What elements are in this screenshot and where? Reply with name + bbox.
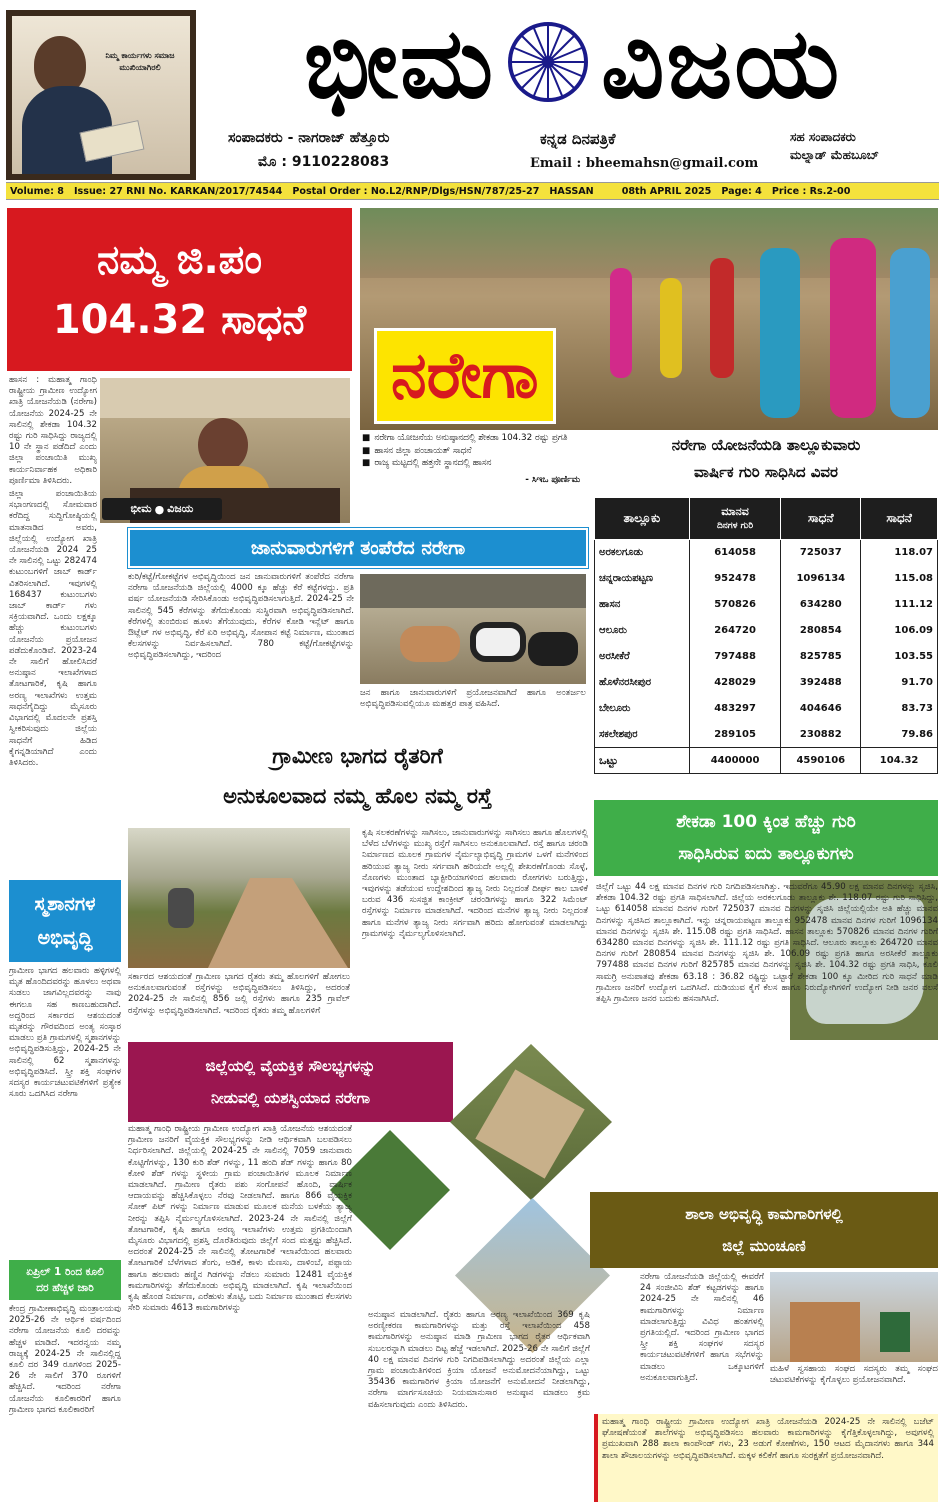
page-number: Page: 4 [721,185,762,197]
percent-cell: 83.73 [861,696,938,722]
cattle-body: ಕುರಿ/ಕಟ್ಟೆ/ಗೋಕಟ್ಟೆಗಳ ಅಭಿವೃದ್ಧಿಯಿಂದ ಜನ ಜಾನುವಾರುಗಳಿಗೆ ತಂಪೆರೆದ ನರೇಗಾ ನರೇಗಾ ಯೋಜನೆಯಡಿ ಜಿಲ್ಲೆಯಲ್ಲಿ 4000 ಕ್ಕೂ ಹೆಚ್ಚು ಕೆರೆ ಕಟ್ಟೆಗಳದ್ದು. ಪ್ರತಿ ವರ್ಷ ಯೋಜನೆಯಡಿ ಸೇರಿಸಿಕೊಂಡು ಅಭಿವೃದ್ಧಿಪಡಿಸಲಾಗುತ್ತಿದೆ. 2024-25 ನೇ ಸಾಲಿನಲ್ಲಿ 545 ಕೆರೆಗಳನ್ನು ತೆಗೆದುಕೊಂಡು ಸುಸ್ಥಿರವಾಗಿ ಅಭಿವೃದ್ಧಿಪಡಿಸಲಾಗಿದೆ. ಕೆರೆಗಳಲ್ಲಿ ತುಂಬಿರುವ ಹೂಳು ತೆಗೆಯುವುದು, ಕೆರೆಗಳ ಕೋಡಿ ಇನ್ಲೆಟ್ ಹಾಗೂ ಔಟ್ಲೆಟ್ ಗಳ ಅಭಿವೃದ್ಧಿ, ಕೆರೆ ಏರಿ ಅಭಿವೃದ್ಧಿ, ಸೋಪಾನ ಕಟ್ಟೆ ನಿರ್ಮಾಣ, ಮುಂತಾದ ಕೆಲಸಗಳನ್ನು ನಿರ್ವಹಿಸಲಾಗಿದೆ. 780 ಕಟ್ಟೆ/ಗೋಕಟ್ಟೆಗಳನ್ನು ಅಭಿವೃದ್ಧಿಪಡಿಸಲಾಗಿದ್ದು, ಇದರಿಂದ [128,572,354,661]
taluk-name-cell: ಬೇಲೂರು [595,696,690,722]
percent-cell: 115.08 [861,566,938,592]
target-cell: 952478 [689,566,781,592]
target-cell: 264720 [689,618,781,644]
achieve-cell: 1096134 [781,566,861,592]
target-cell: 289105 [689,722,781,748]
school-headline: ಶಾಲಾ ಅಭಿವೃದ್ಧಿ ಕಾಮಗಾರಿಗಳಲ್ಲಿ ಜಿಲ್ಲೆ ಮುಂಚೂಣಿ [590,1192,938,1268]
total-percent: 104.32 [861,748,938,774]
co-editor-label: ಸಹ ಸಂಪಾದಕರು [790,130,856,144]
school-caption: ಮಹಿಳೆ ಸ್ವಸಹಾಯ ಸಂಘದ ಸದಸ್ಯರು ತಮ್ಮ ಸಂಘದ ಚಟುವಟಿಕೆಗಳನ್ನು ಕೈಗೊಳ್ಳಲು ಪ್ರಯೋಜನವಾಗಿದೆ. [770,1364,938,1386]
title-right: ವಿಜಯ [601,7,842,121]
school-body: ನರೇಗಾ ಯೋಜನೆಯಡಿ ಜಿಲ್ಲೆಯಲ್ಲಿ ಈವರೆಗೆ 24 ಸಂಜೀವಿನಿ ಶೆಡ್ ಕಟ್ಟಡಗಳನ್ನು ಹಾಗೂ 2024-25 ನೇ ಸಾಲಿನಲ್ಲಿ 46 ಕಾಮಗಾರಿಗಳನ್ನು ನಿರ್ಮಾಣ ಮಾಡಲಾಗುತ್ತಿದ್ದು ವಿವಿಧ ಹಂತಗಳಲ್ಲಿ ಪ್ರಗತಿಯಲ್ಲಿದೆ. ಇದರಿಂದ ಗ್ರಾಮೀಣ ಭಾಗದ ಸ್ತ್ರೀ ಶಕ್ತಿ ಸಂಘಗಳ ಸದಸ್ಯರ ಕಾರ್ಯಚಟುವಟಿಕೆಗಳಿಗೆ ಹಾಗೂ ಸಭೆಗಳನ್ನು ಮಾಡಲು ಒಕ್ಕೂಟಗಳಿಗೆ ಅನುಕೂಲವಾಗುತ್ತಿದೆ. [640,1272,764,1383]
table-row [595,722,938,748]
price: Price : Rs.2-00 [771,185,851,197]
narega-photo [360,208,938,430]
taluk-name-cell: ಹೊಳೆನರಸೀಪುರ [595,670,690,696]
cattle-caption: ಜನ ಹಾಗೂ ಜಾನುವಾರುಗಳಿಗೆ ಪ್ರಯೋಜನವಾಗಿದೆ ಹಾಗೂ ಅಂತರ್ಜಲ ಅಭಿವೃದ್ಧಿಪಡಿಸುವಲ್ಲಿಯೂ ಮಹತ್ತರ ಪಾತ್ರ ವಹಿಸಿದೆ. [360,688,586,710]
target-cell: 614058 [689,540,781,566]
taluk-name-cell: ಚನ್ನರಾಯಪಟ್ಟಣ [595,566,690,592]
lead-body-para1: ಹಾಸನ : ಮಹಾತ್ಮ ಗಾಂಧಿ ರಾಷ್ಟ್ರೀಯ ಗ್ರಾಮೀಣ ಉದ್ಯೋಗ ಖಾತ್ರಿ ಯೋಜನೆಯಡಿ (ನರೇಗಾ) ಯೋಜನೆಯ 2024-25 ನೇ ಸಾಲಿನಲ್ಲಿ ಶೇಕಡಾ 104.32 ರಷ್ಟು ಗುರಿ ಸಾಧಿಸಿದ್ದು ರಾಜ್ಯದಲ್ಲಿ 10 ನೇ ಸ್ಥಾನ ಪಡೆದಿದೆ ಎಂದು ಜಿಲ್ಲಾ ಪಂಚಾಯಿತಿ ಮುಖ್ಯ ಕಾರ್ಯನಿರ್ವಾಹಕ ಅಧಿಕಾರಿ ಪೂರ್ಣಿಮಾ ತಿಳಿಸಿದರು. [9,375,97,486]
table-row [595,540,938,566]
city: HASSAN [549,185,594,197]
percent-cell: 111.12 [861,592,938,618]
percent-body: ಜಿಲ್ಲೆಗೆ ಒಟ್ಟು 44 ಲಕ್ಷ ಮಾನವ ದಿನಗಳ ಗುರಿ ನಿಗದಿಪಡಿಸಲಾಗಿತ್ತು. ಇದುವರೆಗೂ 45.90 ಲಕ್ಷ ಮಾನವ ದಿನಗಳನ್ನು ಸೃಜಿಸಿ, ಶೇಕಡಾ 104.32 ರಷ್ಟು ಪ್ರಗತಿ ಸಾಧಿಸಲಾಗಿದೆ. ಜಿಲ್ಲೆಯ ಅರಕಲಗೂಡು ತಾಲ್ಲೂಕು ಶೇ. 118.07 ರಷ್ಟು ಗುರಿ ಸಾಧಿಸಿದ್ದು, ಒಟ್ಟು 614058 ಮಾನವ ದಿನಗಳ ಗುರಿಗೆ 725037 ಮಾನವ ದಿನಗಳನ್ನು ಸೃಜಿಸಿ ಜಿಲ್ಲೆಯಲ್ಲಿಯೇ ಅತಿ ಹೆಚ್ಚು ಮಾನವ ದಿನಗಳನ್ನು ಸೃಜಿಸಿದ ತಾಲ್ಲೂಕಾಗಿದೆ. ಇನ್ನು ಚನ್ನರಾಯಪಟ್ಟಣ ತಾಲ್ಲೂಕು 952478 ಮಾನವ ದಿನಗಳ ಗುರಿಗೆ 1096134 ಮಾನವ ದಿನಗಳನ್ನು ಸೃಜಿಸಿ ಶೇ. 115.08 ರಷ್ಟು ಪ್ರಗತಿ ಸಾಧಿಸಿದೆ. ಹಾಸನ ತಾಲ್ಲೂಕು 570826 ಮಾನವ ದಿನಗಳ ಗುರಿಗೆ 634280 ಮಾನವ ದಿನಗಳನ್ನು ಸೃಜಿಸಿ ಶೇ. 111.12 ರಷ್ಟು ಪ್ರಗತಿ ಸಾಧಿಸಿದೆ. ಆಲೂರು ತಾಲ್ಲೂಕು 264720 ಮಾನವ ದಿನಗಳ ಗುರಿಗೆ 280854 ಮಾನವ ದಿನಗಳನ್ನು ಸೃಜಿಸಿ ಶೇ. 106.09 ರಷ್ಟು ಪ್ರಗತಿ ಹಾಗೂ ಅರಸೀಕೆರೆ ತಾಲ್ಲೂಕು 797488 ಮಾನವ ದಿನಗಳ ಗುರಿಗೆ 825785 ಮಾನವ ದಿನಗಳನ್ನು ಸೃಜಿಸಿ ಶೇ. 104.32 ರಷ್ಟು ಪ್ರಗತಿ ಸಾಧಿಸಿ, ಕೂಲಿ ಸಾಮಗ್ರಿ ಅನುಪಾತವು ಶೇಕಡಾ 63.18 : 36.82 ರಷ್ಟಿದ್ದು ಒಟ್ಟಾರೆ ಶೇಕಡಾ 100 ಕ್ಕೂ ಮೀರಿದ ಗುರಿ ಸಾಧನೆ ಮಾಡಿ ಗ್ರಾಮೀಣ ಜನರಿಗೆ ಉದ್ಯೋಗ ಒದಗಿಸಿದೆ. ದುಡಿಯುವ ಕೈಗೆ ಕೆಲಸ ಹಾಗೂ ನಿರುದ್ಯೋಗಿಗಳಿಗೆ ಉದ್ಯೋಗ ನೀಡಿ ಜನರ ವಲಸೆ ತಪ್ಪಿಸಿ ಗ್ರಾಮೀಣ ಜನರ ಬದುಕು ಹಸನಾಗಿಸಿದೆ. [596,882,938,1005]
title-left: ಭೀಮ [303,7,496,121]
percent-cell: 79.86 [861,722,938,748]
cattle-photo [360,574,586,684]
photo-logo: ಭೀಮ ● ವಿಜಯ [102,498,222,520]
email: Email : bheemahsn@gmail.com [530,156,759,171]
achieve-cell: 404646 [781,696,861,722]
total-target: 4400000 [689,748,781,774]
percent-cell: 91.70 [861,670,938,696]
wage-body: ಕೇಂದ್ರ ಗ್ರಾಮೀಣಾಭಿವೃದ್ಧಿ ಮಂತ್ರಾಲಯವು 2025-26 ನೇ ಆರ್ಥಿಕ ವರ್ಷದಿಂದ ನರೇಗಾ ಯೋಜನೆಯ ಕೂಲಿ ದರವನ್ನು ಹೆಚ್ಚಳ ಮಾಡಿದೆ. ಇದರನ್ವಯ ನಮ್ಮ ರಾಜ್ಯಕ್ಕೆ 2024-25 ನೇ ಸಾಲಿನಲ್ಲಿದ್ದ ಕೂಲಿ ದರ 349 ರೂಗಳಿಂದ 2025-26 ನೇ ಸಾಲಿಗೆ 370 ರೂಗಳಿಗೆ ಹೆಚ್ಚಿಸಿದೆ. ಇದರಿಂದ ನರೇಗಾ ಯೋಜನೆಯ ಕೂಲಿಕಾರರಿಗೆ ಹಾಗೂ ಗ್ರಾಮೀಣ ಭಾಗದ ಕೂಲಿಕಾರರಿಗೆ [9,1304,121,1415]
taluk-name-cell: ಅರಕಲಗೂಡು [595,540,690,566]
taluk-table-title: ನರೇಗಾ ಯೋಜನೆಯಡಿ ತಾಲ್ಲೂಕುವಾರು ವಾರ್ಷಿಕ ಗುರಿ ಸಾಧಿಸಿದ ವಿವರ [671,436,861,481]
narega-bullet-3: ■ ರಾಜ್ಯ ಮಟ್ಟದಲ್ಲಿ ಹತ್ತನೇ ಸ್ಥಾನದಲ್ಲಿ ಹಾಸನ [362,458,492,468]
achieve-cell: 280854 [781,618,861,644]
ceo-photo [100,378,350,523]
cattle-headline: ಜಾನುವಾರುಗಳಿಗೆ ತಂಪೆರೆದ ನರೇಗಾ [128,528,588,568]
bullet-icon: ■ [362,458,371,468]
bullet-icon: ■ [362,433,371,443]
target-cell: 428029 [689,670,781,696]
percent-cell: 106.09 [861,618,938,644]
personal-headline: ಜಿಲ್ಲೆಯಲ್ಲಿ ವೈಯಕ್ತಿಕ ಸೌಲಭ್ಯಗಳನ್ನು ನೀಡುವಲ್ಲಿ ಯಶಸ್ವಿಯಾದ ನರೇಗಾ [128,1042,453,1122]
th-taluk: ತಾಲ್ಲೂಕು [595,498,690,540]
narega-bullet-1: ■ ನರೇಗಾ ಯೋಜನೆಯ ಅನುಷ್ಠಾನದಲ್ಲಿ ಶೇಕಡಾ 104.32 ರಷ್ಟು ಪ್ರಗತಿ [362,433,568,443]
playground-photo-top [450,1044,612,1200]
achieve-cell: 392488 [781,670,861,696]
school-photo [770,1272,938,1362]
taluk-name-cell: ಹಾಸನ [595,592,690,618]
table-row [595,618,938,644]
percent-cell: 118.07 [861,540,938,566]
taluk-name-cell: ಸಕಲೇಶಪುರ [595,722,690,748]
issue: Issue: 27 RNI No. KARKAN/2017/74544 [73,185,283,197]
narega-byline: - ಸಿಇಒ ಪೂರ್ಣಿಮ [525,474,580,485]
road-photo [128,828,350,968]
target-cell: 797488 [689,644,781,670]
taluk-name-cell: ಆಲೂರು [595,618,690,644]
ambedkar-portrait [6,10,196,180]
th-percent: ಸಾಧನೆ [861,498,938,540]
table-row [595,566,938,592]
postal: Postal Order : No.L2/RNP/Dlgs/HSN/787/25-27 [292,185,540,197]
roads-body-bottom: ಸರ್ಕಾರದ ಆಶಯದಂತೆ ಗ್ರಾಮೀಣ ಭಾಗದ ರೈತರು ತಮ್ಮ ಹೊಲಗಳಿಗೆ ಹೋಗಲು ಅನುಕೂಲವಾಗುವಂತೆ ರಸ್ತೆಗಳನ್ನು ಅಭಿವೃದ್ಧಿಪಡಿಸಲು ತಿಳಿಸಿದ್ದು, ಅದರಂತೆ 2024-25 ನೇ ಸಾಲಿನಲ್ಲಿ 856 ಜಲ್ಲಿ ರಸ್ತೆಗಳು ಹಾಗೂ 235 ಗ್ರಾವೆಲ್ ರಸ್ತೆಗಳನ್ನು ಅಭಿವೃದ್ಧಿಪಡಿಸಲಾಗಿದೆ. ಇದರಿಂದ ರೈತರು ತಮ್ಮ ಹೊಲಗಳಿಗೆ [128,972,350,1016]
phone: ಮೊ : 9110228083 [258,154,390,170]
achieve-cell: 725037 [781,540,861,566]
co-editor: ಮಲ್ನಾಡ್ ಮೆಹಬೂಬ್ [790,148,879,162]
roads-body-right: ಕೃಷಿ ಸಲಕರಣೆಗಳನ್ನು ಸಾಗಿಸಲು, ಜಾನುವಾರುಗಳನ್ನು ಸಾಗಿಸಲು ಹಾಗೂ ಹೊಲಗಳಲ್ಲಿ ಬೆಳೆದ ಬೆಳೆಗಳನ್ನು ಮುಖ್ಯ ರಸ್ತೆಗೆ ಸಾಗಿಸಲು ಅನುಕೂಲವಾಗಿದೆ. ರಸ್ತೆ ಹಾಗೂ ಚರಂಡಿ ನಿರ್ಮಾಣದ ಮೂಲಕ ಗ್ರಾಮಗಳ ನೈರ್ಮಲ್ಯಾಭಿವೃದ್ಧಿ ಗ್ರಾಮಗಳ ಒಳಗೆ ಮನೆಗಳಿಂದ ಹರಿಯುವ ತ್ಯಾಜ್ಯ ನೀರು ಸರ್ಗವಾಗಿ ಹರಿಯದೇ ಅಲ್ಲಲ್ಲಿ ಶೇಖರಣೆಗೊಂಡು ಸೊಳ್ಳೆ, ನೊಣಗಳು ಮುಂತಾದ ಬ್ಯಾಕ್ಟೀರಿಯಾಗಳಿಂದ ಹಲವಾರು ರೋಗಗಳು ಬರುತ್ತಿದ್ದು, ಇವುಗಳನ್ನು ತಡೆಯುವ ಉದ್ದೇಶದಿಂದ ತ್ಯಾಜ್ಯ ನೀರು ನಿಲ್ಲದಂತೆ ದೀರ್ಘ ಕಾಲ ಬಾಳಿಕೆ ಬರುವ 436 ಸುಸಜ್ಜಿತ ಕಾಂಕ್ರೀಟ್ ಚರಂಡಿಗಳನ್ನು ಹಾಗೂ 322 ಸಿಮೆಂಟ್ ರಸ್ತೆಗಳನ್ನು ನಿರ್ಮಾಣ ಮಾಡಲಾಗಿದೆ. ಇದರಿಂದ ಮನೆಗಳ ತ್ಯಾಜ್ಯ ನೀರು ನಿಲ್ಲದಂತೆ ಹಾಗೂ ಮನೆಗಳ ತ್ಯಾಜ್ಯ ನೀರು ಸರ್ಗವಾಗಿ ಹರಿದು ಹೋಗುವಂತೆ ಮಾಡಲಾಗಿದ್ದು ಗ್ರಾಮಗಳನ್ನು ನೈರ್ಮಲ್ಯಗೊಳಿಸಲಾಗಿದೆ. [362,828,588,939]
percent-cell: 103.55 [861,644,938,670]
bullet-icon: ■ [362,445,371,456]
paper-title [205,4,940,124]
paper-type: ಕನ್ನಡ ದಿನಪತ್ರಿಕೆ [540,130,616,148]
narega-bullets [362,432,590,522]
masthead [0,0,945,182]
total-achieve: 4590106 [781,748,861,774]
personal-body: ಮಹಾತ್ಮ ಗಾಂಧಿ ರಾಷ್ಟ್ರೀಯ ಗ್ರಾಮೀಣ ಉದ್ಯೋಗ ಖಾತ್ರಿ ಯೋಜನೆಯ ಆಶಯದಂತೆ ಗ್ರಾಮೀಣ ಜನರಿಗೆ ವೈಯಕ್ತಿಕ ಸೌಲಭ್ಯಗಳನ್ನು ನೀಡಿ ಆರ್ಥಿಕವಾಗಿ ಬಲಪಡಿಸಲು ನಿರ್ಧರಿಸಲಾಗಿದೆ. ಜಿಲ್ಲೆಯಲ್ಲಿ 2024-25 ನೇ ಸಾಲಿನಲ್ಲಿ 7059 ಜಾನುವಾರು ಕೊಟ್ಟಿಗೆಗಳನ್ನು, 130 ಕುರಿ ಶೆಡ್ ಗಳನ್ನು, 11 ಹಂದಿ ಶೆಡ್ ಗಳನ್ನು ಹಾಗೂ 80 ಕೋಳಿ ಶೆಡ್ ಗಳನ್ನು ಸ್ಥಳೀಯ ಗ್ರಾಮ ಪಂಚಾಯಿತಿಗಳ ಮೂಲಕ ನಿರ್ಮಾಣ ಮಾಡಲಾಗಿದೆ. ಗ್ರಾಮೀಣ ರೈತರು ಪಶು ಸಂಗೋಪನೆ ಹೊಂದಿ, ವಾರ್ಷಿಕ ಆದಾಯವನ್ನು ಹೆಚ್ಚಿಸಿಕೊಳ್ಳಲು ನೆರವು ನೀಡಲಾಗಿದೆ. ಹಾಗೂ 866 ವೈಯಕ್ತಿಕ ಸೋಕ್ ಪಿಟ್ ಗಳನ್ನು ನಿರ್ಮಾಣ ಮಾಡುವ ಮೂಲಕ ಮನೆಯ ಬಳಕೆಯ ತ್ಯಾಜ್ಯ ನೀರನ್ನು ತಪ್ಪಿಸಿ ನೈರ್ಮಲ್ಯಗೊಳಿಸಲಾಗಿದೆ. 2023-24 ನೇ ಸಾಲಿನಲ್ಲಿ ಜಿಲ್ಲೆಗೆ ತೋಟಗಾರಿಕೆ, ಕೃಷಿ ಹಾಗೂ ಅರಣ್ಯ ಇಲಾಖೆಗಳು ಉತ್ತಮ ಪ್ರಗತಿಯಿಂದಾಗಿ ಮೈಸೂರು ವಿಭಾಗದಲ್ಲಿ ಪ್ರಶಸ್ತಿ ದೊರೆತಿರುವುದು ಜಿಲ್ಲೆಗೆ ಸಂದ ಮತ್ತಷ್ಟು ಹೆಚ್ಚಿಸಿದೆ. ಅದರಂತೆ 2024-25 ನೇ ಸಾಲಿನಲ್ಲಿ ತೋಟಗಾರಿಕೆ ಇಲಾಖೆಯಿಂದ ಹಲವಾರು ತೋಟಗಾರಿಕೆ ಬೆಳೆಗಳಾದ ತೆಂಗು, ಅಡಿಕೆ, ಕಾಳು ಮೆಣಸು, ದಾಳಿಂಬೆ, ಪಪ್ಪಾಯ ಹಾಗೂ ಹಲವಾರು ಹಣ್ಣಿನ ಗಿಡಗಳನ್ನು ನೆಡಲು ಸುಮಾರು 12481 ವೈಯಕ್ತಿಕ ಕಾಮಗಾರಿಗಳನ್ನು ತೆಗೆದುಕೊಂಡು ಅಭಿವೃದ್ಧಿ ಮಾಡಲಾಗಿದೆ. ಕೃಷಿ ಇಲಾಖೆಯಿಂದ ಕೃಷಿ ಹೊಂಡ ನಿರ್ಮಾಣ, ಎರೆಹುಳು ತೊಟ್ಟಿ, ಬದು ನಿರ್ಮಾಣ ಮುಂತಾದ ಕೆಲಸಗಳು ಸೇರಿ ಸುಮಾರು 4613 ಕಾಮಗಾರಿಗಳನ್ನು [128,1124,352,1314]
lead-body [9,375,97,875]
lead-headline-line2: 104.32 ಸಾಧನೆ [52,296,307,343]
roads-headline: ಗ್ರಾಮೀಣ ಭಾಗದ ರೈತರಿಗೆ ಅನುಕೂಲವಾದ ನಮ್ಮ ಹೊಲ ನಮ್ಮ ರಸ್ತೆ [223,744,492,808]
th-achieve: ಸಾಧನೆ [781,498,861,540]
total-label: ಒಟ್ಟು [595,748,690,774]
target-cell: 483297 [689,696,781,722]
percent-headline: ಶೇಕಡಾ 100 ಕ್ಕಿಂತ ಹೆಚ್ಚು ಗುರಿ ಸಾಧಿಸಿರುವ ಐದು ತಾಲ್ಲೂಕುಗಳು [594,800,938,876]
lead-headline [7,208,352,371]
portrait-caption: ನಿಮ್ಮ ಕಾರ್ಯಗಳು ಸಮಾಜ ಮುಖಿಯಾಗಿರಲಿ [105,51,175,72]
cemetery-body: ಗ್ರಾಮೀಣ ಭಾಗದ ಹಲವಾರು ಹಳ್ಳಿಗಳಲ್ಲಿ ಮೃತ ಹೊಂದಿದವರನ್ನು ಹೂಳಲು ಅಥವಾ ಸುಡಲು ಜಾಗವಿಲ್ಲದವರನ್ನು ನಾವು ಈಗಲೂ ಸಹ ಕಾಣಬಹುದಾಗಿದೆ. ಅದ್ದರಿಂದ ಸರ್ಕಾರದ ಆಶಯದಂತೆ ಮೃತರನ್ನು ಗೌರವದಿಂದ ಅಂತ್ಯ ಸಂಸ್ಕಾರ ಮಾಡಲು ಪ್ರತಿ ಗ್ರಾಮಗಳಲ್ಲಿ ಸ್ಮಶಾನಗಳನ್ನು ಅಭಿವೃದ್ಧಿಪಡಿಸುತ್ತಿದ್ದು, 2024-25 ನೇ ಸಾಲಿನಲ್ಲಿ 62 ಸ್ಮಶಾನಗಳನ್ನು ಅಭಿವೃದ್ಧಿಪಡಿಸಿದೆ. ಸ್ತ್ರೀ ಶಕ್ತಿ ಸಂಘಗಳ ಸದಸ್ಯರ ಕಾರ್ಯಚಟುವಟಿಕೆಗಳಿಗೆ ಪ್ರತ್ಯೇಕ ಸೂರು ಒದಗಿಸಿದ ನರೇಗಾ [9,966,121,1100]
lead-headline-line1: ನಮ್ಮ ಜಿ.ಪಂ [96,236,263,283]
target-cell: 570826 [689,592,781,618]
taluk-table [594,497,938,774]
personal-body2: ಅನುಷ್ಠಾನ ಮಾಡಲಾಗಿದೆ. ರೈತರು ಹಾಗೂ ಅರಣ್ಯ ಇಲಾಖೆಯಿಂದ 369 ಕೃಷಿ ಅರಣ್ಯೀಕರಣ ಕಾಮಗಾರಿಗಳನ್ನು ಮತ್ತು ರಸ್ತೆ ಇಲಾಖೆಯಿಂದ 458 ಕಾಮಗಾರಿಗಳನ್ನು ಅನುಷ್ಠಾನ ಮಾಡಿ ಗ್ರಾಮೀಣ ಭಾಗದ ರೈತರ ಆರ್ಥಿಕವಾಗಿ ಸುಬಲರನ್ನಾಗಿ ಮಾಡಲು ದಿಟ್ಟ ಹೆಜ್ಜೆ ಇಡಲಾಗಿದೆ. 2025-26 ನೇ ಸಾಲಿಗೆ ಜಿಲ್ಲೆಗೆ 40 ಲಕ್ಷ ಮಾನವ ದಿನಗಳ ಗುರಿ ನಿಗದಿಪಡಿಸಲಾಗಿದ್ದು ಅದರಂತೆ ಜಿಲ್ಲೆಯ ಎಲ್ಲಾ ಗ್ರಾಮ ಪಂಚಾಯಿತಿಗಳಿಂದ ಕ್ರಿಯಾ ಯೋಜನೆ ಅನುಮೋದನೆಯಾಗಿದ್ದು, ಒಟ್ಟು 35436 ಕಾಮಗಾರಿಗಳ ಕ್ರಿಯಾ ಯೋಜನೆಗೆ ಅನುಮೋದನೆ ನೀಡಲಾಗಿದ್ದು, ನರೇಗಾ ಮಾರ್ಗಸೂಚಿಯ ನಿಯಮಾನುಸಾರ ಅನುಷ್ಠಾನ ಮಾಡಲು ಕ್ರಮ ವಹಿಸಲಾಗುವುದು ಎಂದು ತಿಳಿಸಿದರು. [368,1310,590,1410]
th-target: ಮಾನವ ದಿನಗಳ ಗುರಿ [689,498,781,540]
taluk-name-cell: ಅರಸೀಕೆರೆ [595,644,690,670]
table-row [595,670,938,696]
narega-bullet-2: ■ ಹಾಸನ ಜಿಲ್ಲಾ ಪಂಚಾಯತ್ ಸಾಧನೆ [362,445,472,456]
lead-body-para2: ಜಿಲ್ಲಾ ಪಂಚಾಯಿತಿಯ ಸಭಾಂಗಣದಲ್ಲಿ ಸೋಮವಾರ ಕರೆದಿದ್ದ ಸುದ್ದಿಗೋಷ್ಠಿಯಲ್ಲಿ ಮಾತನಾಡಿದ ಅವರು, ಜಿಲ್ಲೆಯಲ್ಲಿ ಉದ್ಯೋಗ ಖಾತ್ರಿ ಯೋಜನೆಯಡಿ 2024 25 ನೇ ಸಾಲಿನಲ್ಲಿ ಒಟ್ಟು 282474 ಕುಟುಂಬಗಳಿಗೆ ಜಾಬ್ ಕಾರ್ಡ್ ವಿತರಿಸಲಾಗಿದೆ. ಇವುಗಳಲ್ಲಿ 168437 ಕುಟುಂಬಗಳು ಜಾಬ್ ಕಾರ್ಡ್ ಗಳು ಸಕ್ರಿಯವಾಗಿದೆ. ಒಂದು ಲಕ್ಷಕ್ಕೂ ಹೆಚ್ಚು ಕುಟುಂಬಗಳು ಯೋಜನೆಯ ಪ್ರಯೋಜನ ಪಡೆದುಕೊಂಡಿವೆ. 2023-24 ನೇ ಸಾಲಿಗೆ ಹೋಲಿಸಿದರೆ ಅನುಷ್ಠಾನ ಇಲಾಖೆಗಳಾದ ತೋಟಗಾರಿಕೆ, ಕೃಷಿ ಹಾಗೂ ಅರಣ್ಯ ಇಲಾಖೆಗಳು ಉತ್ತಮ ಸಾಧನೆಗೈದಿದ್ದು ಮೈಸೂರು ವಿಭಾಗದಲ್ಲಿ ಮೊದಲನೇ ಪ್ರಶಸ್ತಿ ಸ್ವೀಕರಿಸುವುದು ಜಿಲ್ಲೆಯ ಸಾಧನೆಗೆ ಹಿಡಿದ ಕೈಗನ್ನಡಿಯಾಗಿದೆ ಎಂದು ತಿಳಿಸಿದರು. [9,489,97,768]
editor-line: ಸಂಪಾದಕರು - ನಾಗರಾಜ್ ಹೆತ್ತೂರು [228,130,390,146]
volume: Volume: 8 [10,185,64,197]
cemetery-headline: ಸ್ಮಶಾನಗಳ ಅಭಿವೃದ್ಧಿ [9,880,121,962]
school-bottom: ಮಹಾತ್ಮ ಗಾಂಧಿ ರಾಷ್ಟ್ರೀಯ ಗ್ರಾಮೀಣ ಉದ್ಯೋಗ ಖಾತ್ರಿ ಯೋಜನೆಯಡಿ 2024-25 ನೇ ಸಾಲಿನಲ್ಲಿ ಬಜೆಟ್ ಘೋಷಣೆಯಂತೆ ಶಾಲೆಗಳನ್ನು ಅಭಿವೃದ್ಧಿಪಡಿಸಲು ಹಲವಾರು ಕಾಮಗಾರಿಗಳನ್ನು ಕೈಗೆತ್ತಿಕೊಳ್ಳಲಾಗಿದ್ದು, ಅವುಗಳಲ್ಲಿ ಪ್ರಮುಖವಾಗಿ 288 ಶಾಲಾ ಕಾಂಪೌಂಡ್ ಗಳು, 23 ಅಡುಗೆ ಕೋಣೆಗಳು, 150 ಆಟದ ಮೈದಾನಗಳು ಹಾಗೂ 344 ಶಾಲಾ ಶೌಚಾಲಯಗಳನ್ನು ಅಭಿವೃದ್ಧಿಪಡಿಸಲಾಗಿದೆ. ಮಕ್ಕಳ ಕಲಿಕೆಗೆ ಹಾಗೂ ಸುರಕ್ಷತೆಗೆ ಪ್ರಯೋಜನವಾಗಿದೆ. [594,1414,938,1502]
table-row [595,696,938,722]
narega-title: ನರೇಗಾ [374,328,556,424]
wage-headline: ಏಪ್ರಿಲ್ 1 ರಿಂದ ಕೂಲಿ ದರ ಹೆಚ್ಚಳ ಜಾರಿ [9,1260,121,1300]
ashoka-chakra-icon [507,21,589,107]
achieve-cell: 634280 [781,592,861,618]
achieve-cell: 825785 [781,644,861,670]
achieve-cell: 230882 [781,722,861,748]
table-row [595,644,938,670]
info-bar [6,182,939,200]
date: 08th APRIL 2025 [621,185,712,197]
table-row [595,592,938,618]
